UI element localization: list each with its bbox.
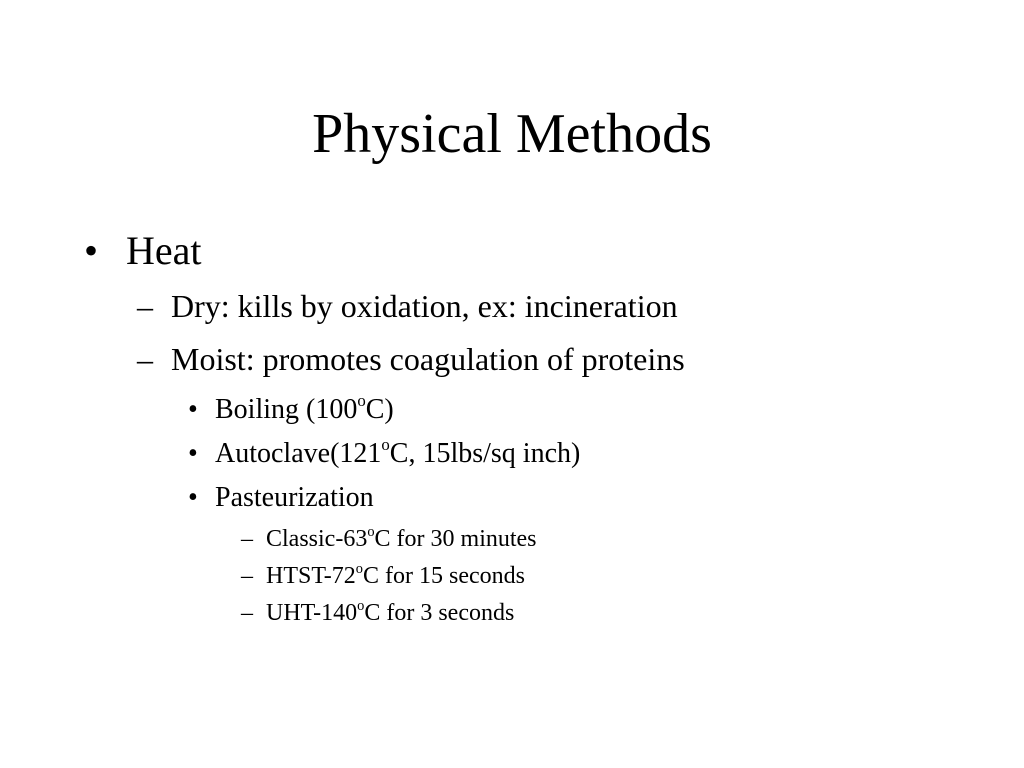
dry-heat-item: Dry: kills by oxidation, ex: incineration <box>171 288 678 324</box>
uht-pasteurization-item: UHT-140$^o$C for 3 seconds <box>266 597 515 626</box>
htst-dash-marker: – <box>241 563 253 589</box>
boiling-bullet-marker: • <box>188 394 198 425</box>
boiling-item: Boiling (100$^o$C) <box>215 391 394 425</box>
heat-bullet-marker: • <box>84 228 99 273</box>
classic-dash-marker: – <box>241 526 253 552</box>
dry-dash-marker: – <box>137 288 153 324</box>
moist-dash-marker: – <box>137 341 153 377</box>
pasteurization-item: Pasteurization <box>215 482 374 513</box>
slide-title: Physical Methods <box>312 103 712 165</box>
htst-pasteurization-item: HTST-72$^o$C for 15 seconds <box>266 560 525 589</box>
pasteurization-bullet-marker: • <box>188 482 198 513</box>
moist-heat-item: Moist: promotes coagulation of proteins <box>171 341 685 377</box>
heat-bullet: Heat <box>126 228 202 273</box>
autoclave-bullet-marker: • <box>188 438 198 469</box>
uht-dash-marker: – <box>241 600 253 626</box>
autoclave-item: Autoclave(121$^o$C, 15lbs/sq inch) <box>215 435 581 469</box>
classic-pasteurization-item: Classic-63$^o$C for 30 minutes <box>266 523 537 552</box>
